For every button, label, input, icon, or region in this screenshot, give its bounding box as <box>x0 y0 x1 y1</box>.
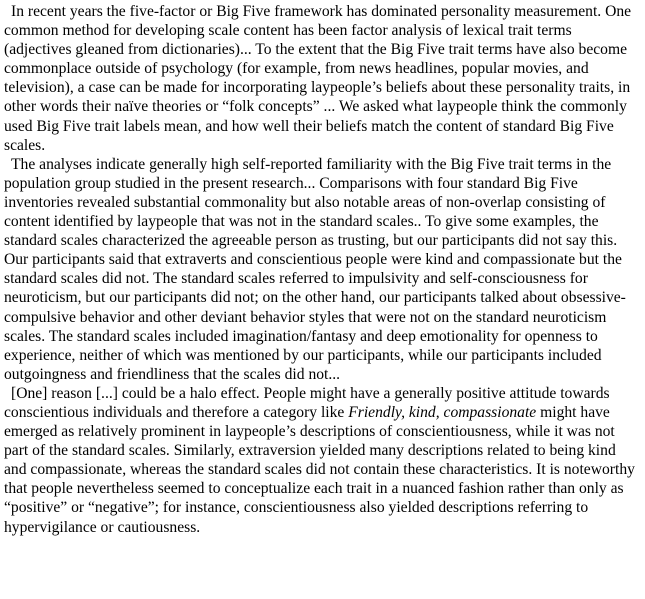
paragraph-2: The analyses indicate generally high self-reported familiarity with the Big Five trait terms in the population group studied in the present research... Comparisons with four standard Big Five inventories revealed substantial commonality but also notable areas of non-overlap consisting of content identified by laypeople that was not in the standard scales.. To give some examples, the standard scales characterized the agreeable person as trusting, but our participants did not say this. Our participants said that extraverts and conscientious people were kind and compassionate but the standard scales did not. The standard scales referred to impulsivity and self-consciousness for neuroticism, but our participants did not; on the other hand, our participants talked about obsessive-compulsive behavior and other deviant behavior styles that were not on the standard neuroticism scales. The standard scales included imagination/fantasy and deep emotionality for openness to experience, neither of which was mentioned by our participants, while our participants included outgoingness and friendliness that the scales did not... <box>4 155 626 383</box>
paragraph-3-text-after: might have emerged as relatively prominent in laypeople’s descriptions of conscientiousness, while it was not part of the standard scales. Similarly, extraversion yielded many descriptions related to being kind and compassionate, whereas the standard scales did not contain these characteristics. It is noteworthy that people nevertheless seemed to conceptualize each trait in a nuanced fashion rather than only as “positive” or “negative”; for instance, conscientiousness also yielded descriptions referring to hypervigilance or cautiousness. <box>4 403 635 536</box>
paragraph-3-italic-phrase: Friendly, kind, compassionate <box>348 403 537 421</box>
paragraph-3 <box>4 384 639 537</box>
paragraph-3-text-before: [One] reason [...] could be a halo effect. People might have a generally positive attitude towards conscientious individuals and therefore a category like <box>4 384 610 421</box>
paragraph-1: In recent years the five-factor or Big Five framework has dominated personality measurement. One common method for developing scale content has been factor analysis of lexical trait terms (adjectives gleaned from dictionaries)... To the extent that the Big Five trait terms have also become commonplace outside of psychology (for example, from news headlines, popular movies, and television), a case can be made for incorporating laypeople’s beliefs about these personality traits, in other words their naïve theories or “folk concepts” ... We asked what laypeople think the commonly used Big Five trait labels mean, and how well their beliefs match the content of standard Big Five scales. <box>4 3 632 154</box>
